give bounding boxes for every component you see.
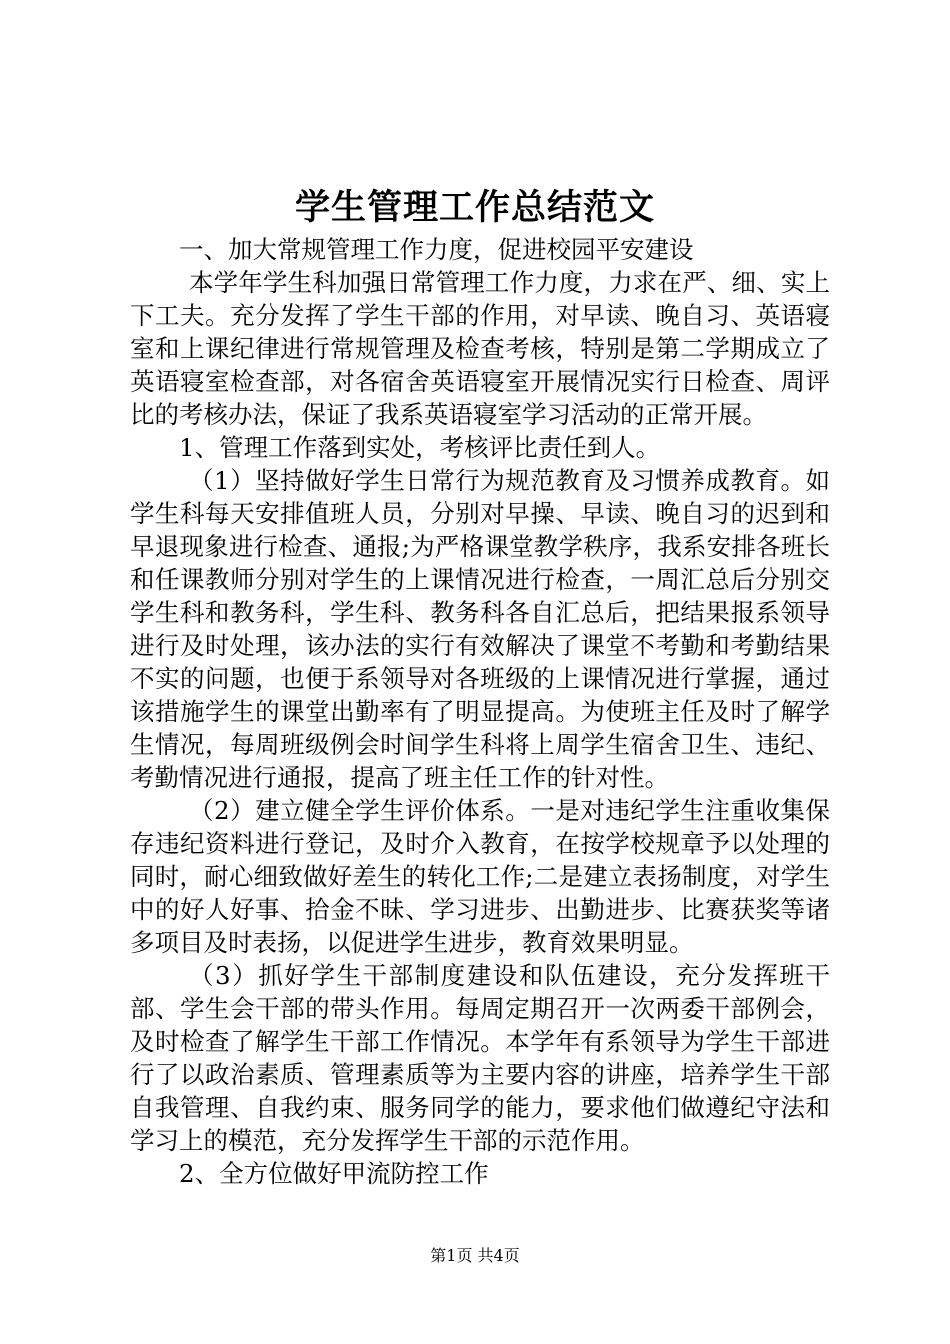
section-heading-1: 一、加大常规管理工作力度，促进校园平安建设 <box>179 235 694 264</box>
subsection-heading-1: 1、管理工作落到实处，考核评比责任到人。 <box>179 433 661 462</box>
paragraph-item-2: （2）建立健全学生评价体系。一是对违纪学生注重收集保存违纪资料进行登记，及时介入教育，在按学校规章予以处理的同时，耐心细致做好差生的转化工作;二是建立表扬制度，对学生中的好人好事、拾金不昧、学习进步、出勤进步、比赛获奖等诸多项目及时表扬，以促进学生进步，教育效果明显。 <box>130 796 830 957</box>
page-number-footer: 第1页 共4页 <box>430 1246 520 1265</box>
paragraph-intro: 本学年学生科加强日常管理工作力度，力求在严、细、实上下工夫。充分发挥了学生干部的作用，对早读、晚自习、英语寝室和上课纪律进行常规管理及检查考核，特别是第二学期成立了英语寝室检查部，对各宿舍英语寝室开展情况实行日检查、周评比的考核办法，保证了我系英语寝室学习活动的正常开展。 <box>130 268 830 429</box>
paragraph-item-1: （1）坚持做好学生日常行为规范教育及习惯养成教育。如学生科每天安排值班人员，分别对早操、早读、晚自习的迟到和早退现象进行检查、通报;为严格课堂教学秩序，我系安排各班长和任课教师分别对学生的上课情况进行检查，一周汇总后分别交学生科和教务科，学生科、教务科各自汇总后，把结果报系领导进行及时处理，该办法的实行有效解决了课堂不考勤和考勤结果不实的问题，也便于系领导对各班级的上课情况进行掌握，通过该措施学生的课堂出勤率有了明显提高。为使班主任及时了解学生情况，每周班级例会时间学生科将上周学生宿舍卫生、违纪、考勤情况进行通报，提高了班主任工作的针对性。 <box>130 466 830 792</box>
document-body <box>130 233 830 1190</box>
paragraph-item-3: （3）抓好学生干部制度建设和队伍建设，充分发挥班干部、学生会干部的带头作用。每周定期召开一次两委干部例会，及时检查了解学生干部工作情况。本学年有系领导为学生干部进行了以政治素质、管理素质等为主要内容的讲座，培养学生干部自我管理、自我约束、服务同学的能力，要求他们做遵纪守法和学习上的模范，充分发挥学生干部的示范作用。 <box>130 961 830 1155</box>
subsection-heading-2: 2、全方位做好甲流防控工作 <box>179 1159 489 1188</box>
document-title: 学生管理工作总结范文 <box>294 187 655 228</box>
